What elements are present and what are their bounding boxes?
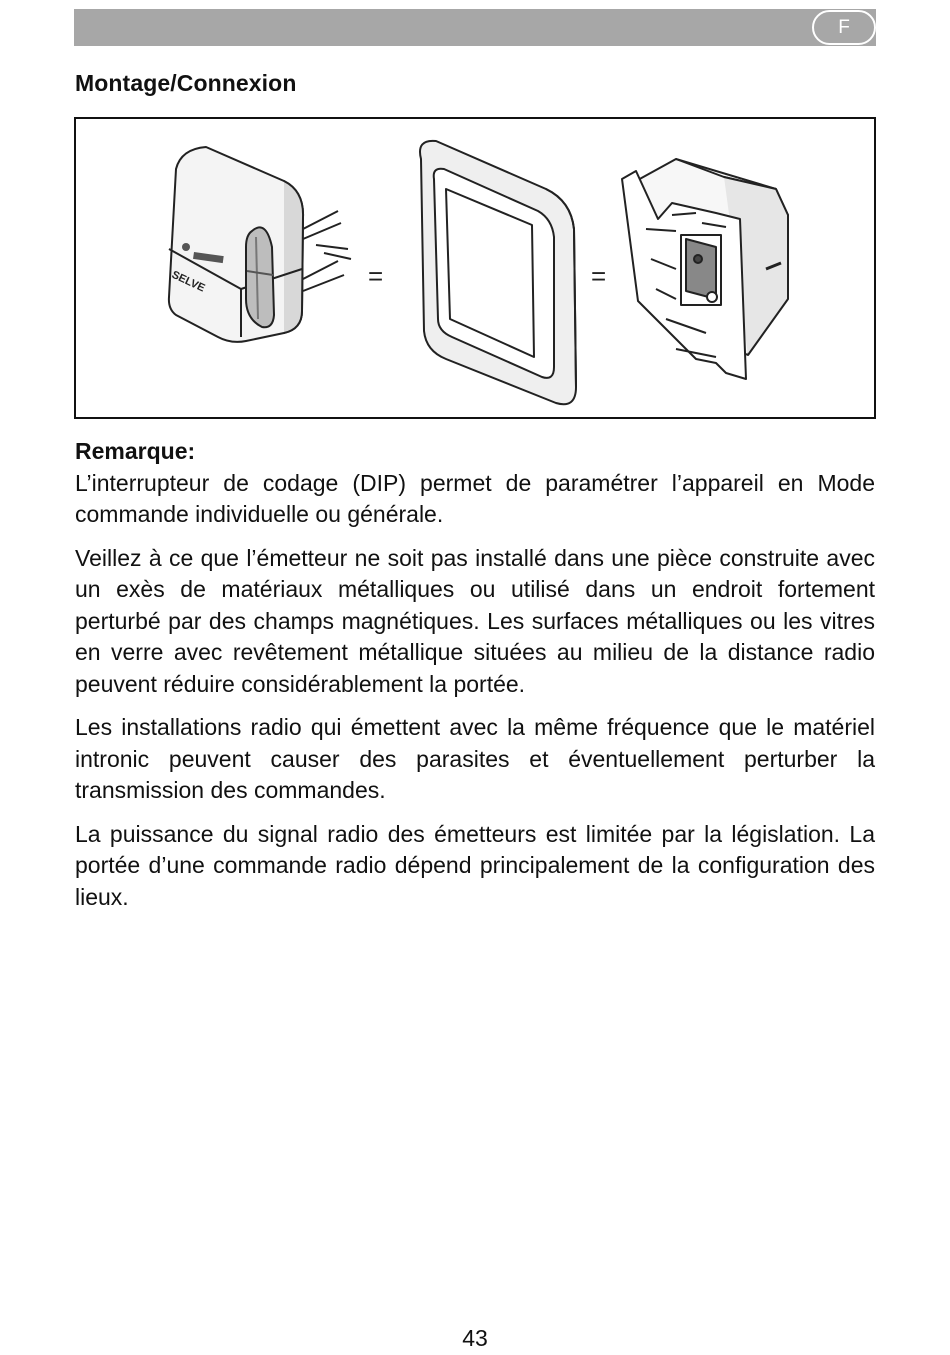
page-number: 43 [462,1325,488,1351]
mounting-diagram [76,119,874,417]
section-title: Montage/Connexion [75,70,297,96]
remark-section [75,436,875,925]
paragraph-radio-interference: Les installations radio qui émettent avec la même fréquence que le matériel intronic peuvent causer des parasites et éventuellement perturber la transmission des commandes. [75,714,875,803]
device-brand-label: SELVE [169,268,207,295]
mounting-illustration [74,117,876,419]
flush-mounted-insert [622,159,788,379]
separator-1: = [368,261,384,291]
cover-frame [420,141,576,404]
header-bar [74,9,876,46]
paragraph-dip-switch: L’interrupteur de codage (DIP) permet de paramétrer l’appareil en Mode commande individuelle ou générale. [75,469,875,527]
language-tab: F [812,10,876,45]
paragraph-metal-interference: Veillez à ce que l’émetteur ne soit pas installé dans une pièce construite avec un exès de matériaux métalliques ou utilisé dans un endroit fortement perturbé par des champs magnétiques. Les surfaces métalliques ou les vitres en verre avec revêtement métallique situées au milieu de la distance radio peuvent réduire considérablement la portée. [75,544,875,697]
remark-title: Remarque: [75,438,196,464]
transmitter-device [169,147,351,342]
separator-2: = [591,261,607,291]
paragraph-signal-range: La puissance du signal radio des émetteurs est limitée par la législation. La portée d’une commande radio dépend principalement de la configuration des lieux. [75,820,875,910]
